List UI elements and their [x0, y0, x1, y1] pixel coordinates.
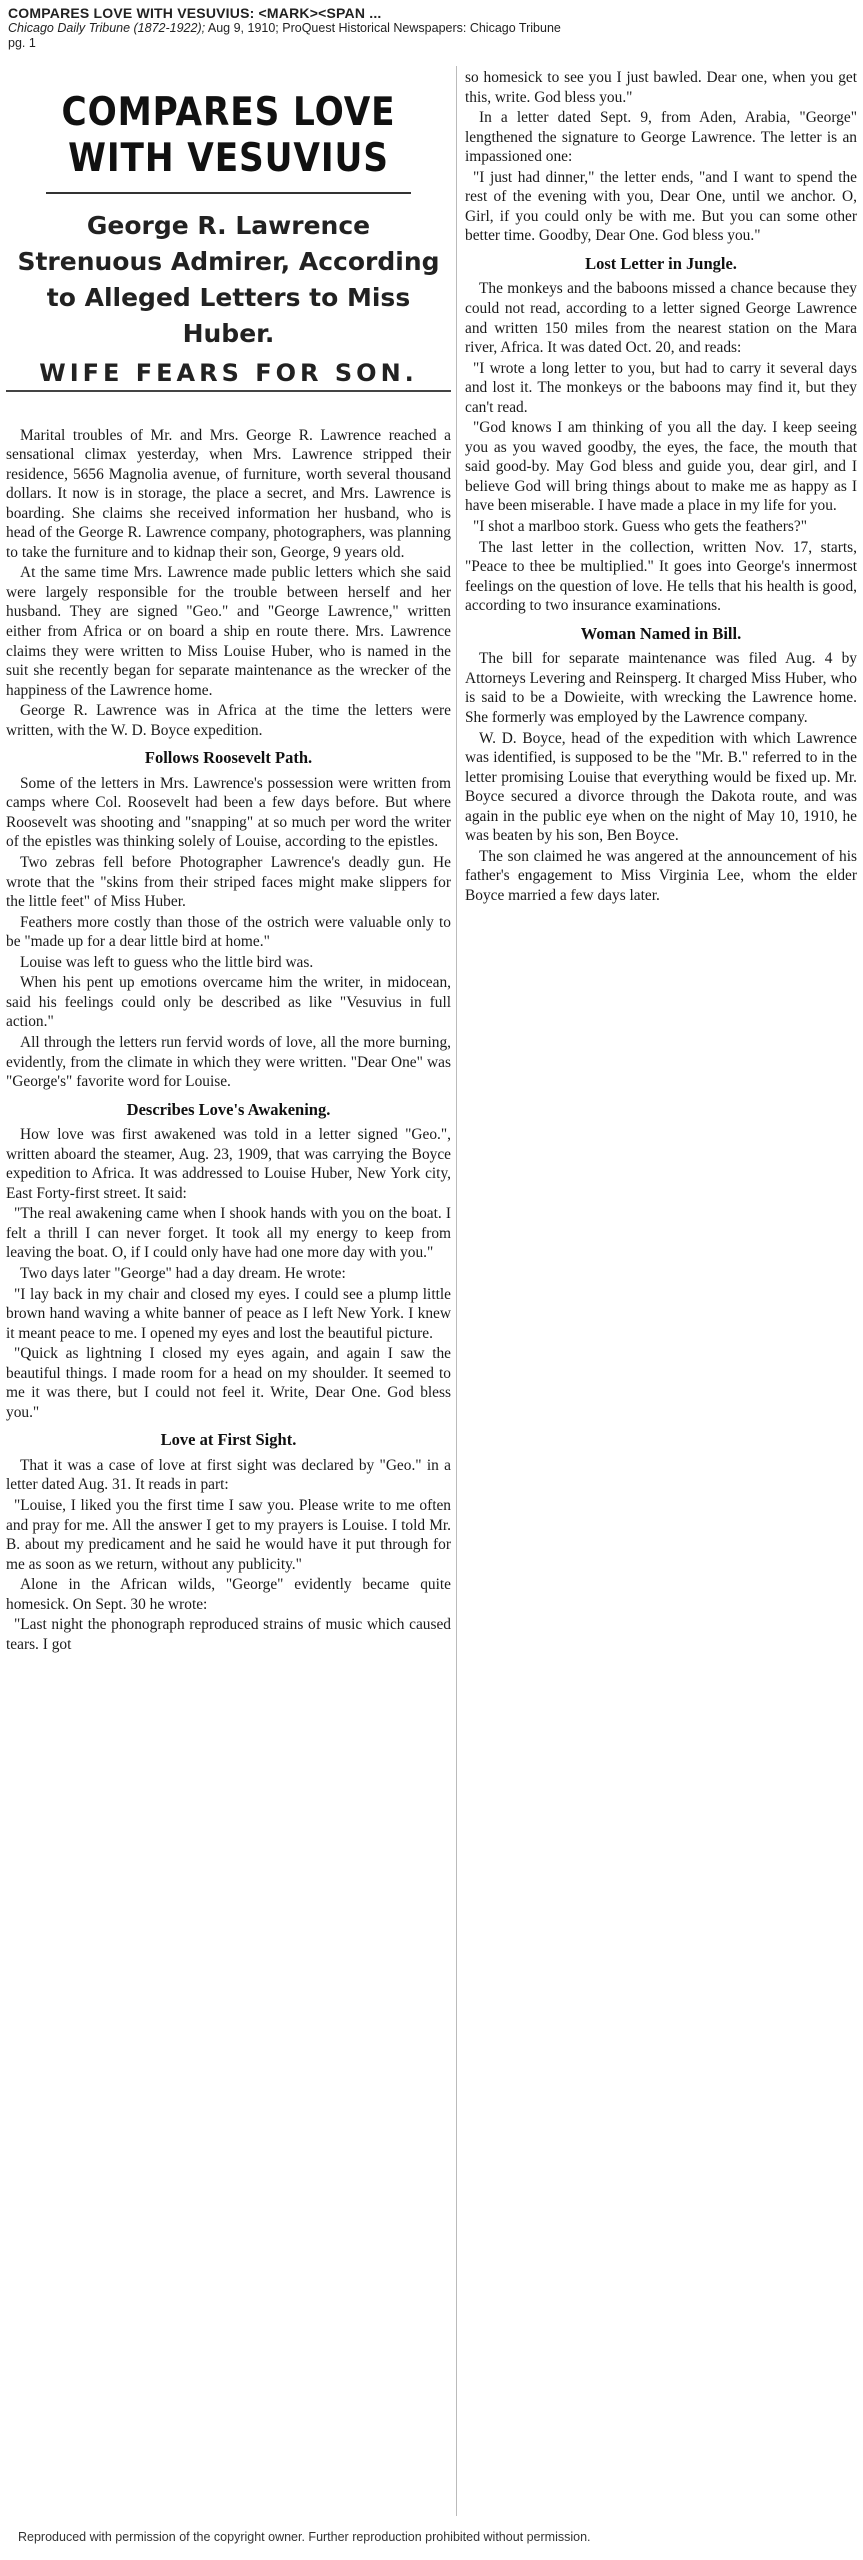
article-paragraph: The last letter in the collection, written Nov. 17, starts, "Peace to thee be multiplied." It goes into George's innermost feelings on the question of love. He tells that his health is good, according to two insurance examinations.: [465, 538, 857, 615]
right-intro: [465, 68, 857, 246]
article-paragraph: "I shot a marlboo stork. Guess who gets the feathers?": [473, 518, 807, 536]
article-paragraph: George R. Lawrence was in Africa at the time the letters were written, with the W. D. Boyce expedition.: [6, 702, 451, 739]
article-paragraph: Two days later "George" had a day dream. He wrote:: [20, 1264, 346, 1282]
article-paragraph: The monkeys and the baboons missed a chance because they could not read, according to a letter signed George Lawrence and written 150 miles from the nearest station on the Mara river, Africa. It was dated Oct. 20, and reads:: [465, 280, 857, 357]
article-paragraph: "I wrote a long letter to you, but had to carry it several days and lost it. The monkeys or the baboons may find it, but they can't read.: [465, 359, 857, 416]
article-paragraph: The son claimed he was angered at the announcement of his father's engagement to Miss Virginia Lee, whom the elder Boyce married a few days later.: [465, 847, 857, 904]
citation-header: [8, 6, 853, 51]
article-left-column: [6, 62, 451, 1655]
article-headline: COMPARES LOVE WITH VESUVIUS: [61, 90, 396, 181]
article-paragraph: All through the letters run fervid words of love, all the more burning, evidently, from the climate in which they were written. "Dear One" was "George's" favorite word for Louise.: [6, 1033, 451, 1091]
article-paragraph: In a letter dated Sept. 9, from Aden, Arabia, "George" lengthened the signature to George Lawrence. The letter is an impassioned one:: [465, 109, 857, 166]
section-lost-letter: [465, 279, 857, 615]
article-paragraph: "I just had dinner," the letter ends, "and I want to spend the rest of the evening with you, Dear One, until we anchor. O, Girl, if you could only be with me. But you can some other better time. Goodby, Dear One. God bless you.": [465, 168, 857, 245]
section-love-first-sight: [6, 1456, 451, 1654]
article-paragraph: "The real awakening came when I shook hands with you on the boat. I felt a thrill I can never forget. It took all my energy to keep from leaving the boat. O, if I could only have had one more day with you.": [6, 1205, 451, 1262]
citation-page: pg. 1: [8, 36, 36, 50]
section-follows-roosevelt: [6, 774, 451, 1092]
subhead-follows-roosevelt: Follows Roosevelt Path.: [144, 748, 313, 768]
citation-source: Chicago Daily Tribune (1872-1922);: [8, 21, 206, 35]
article-paragraph: The bill for separate maintenance was filed Aug. 4 by Attorneys Levering and Reinsperg. It charged Miss Huber, who is said to be a Dowieite, with wrecking the Lawrence home. She formerly was employed by the Lawrence company.: [465, 650, 857, 726]
article-paragraph: "God knows I am thinking of you all the day. I keep seeing you as you waved goodby, the eyes, the face, the mouth that said good-by. May God bless and guide you, dear girl, and I believe God will bring things about to make me as happy as I have been miserable. I have made a place in my life for you.: [465, 419, 857, 515]
article-paragraph: How love was first awakened was told in a letter signed "Geo.", written aboard the steamer, Aug. 23, 1909, that was carrying the Boyce expedition to Africa. It was addressed to Louise Huber, New York city, East Forty-first street. It said:: [6, 1126, 451, 1202]
article-paragraph: W. D. Boyce, head of the expedition with which Lawrence was identified, is supposed to be the "Mr. B." referred to in the letter promising Louise that everything would be fixed up. Mr. Boyce secured a divorce through the Dakota route, and was again in the public eye when on the night of May 10, 1910, he was beaten by his son, Ben Boyce.: [465, 729, 857, 845]
article-paragraph: Some of the letters in Mrs. Lawrence's possession were written from camps where Col. Roosevelt had been a few days before. But where Roosevelt was shooting and "snapping" at so much per word the writer of the epistles was thinking solely of Louise, according to the epistles.: [6, 774, 451, 851]
column-divider: [456, 66, 457, 2516]
subhead-love-first-sight: Love at First Sight.: [160, 1430, 297, 1450]
section-woman-named: [465, 649, 857, 905]
article-paragraph: At the same time Mrs. Lawrence made public letters which she said were largely responsible for the trouble between herself and her husband. They are signed "Geo." and "George Lawrence," written either from Africa or on board a ship en route there. Mrs. Lawrence claims they were written to Miss Louise Huber, who is named in the suit she recently began for separate maintenance as the wrecker of the happiness of the Lawrence home.: [6, 564, 451, 699]
article-paragraph: Two zebras fell before Photographer Lawrence's deadly gun. He wrote that the "skins from their striped faces might make slippers for the little feet" of Miss Huber.: [6, 854, 451, 911]
article-paragraph: "Last night the phonograph reproduced strains of music which caused tears. I got: [6, 1616, 451, 1653]
article-paragraph: When his pent up emotions overcame him the writer, in midocean, said his feelings could only be described as like "Vesuvius in full action.": [6, 974, 451, 1031]
copyright-footer: Reproduced with permission of the copyright owner. Further reproduction prohibited without permission.: [18, 2530, 591, 2544]
subhead-loves-awakening: Describes Love's Awakening.: [126, 1099, 331, 1119]
article-paragraph: Alone in the African wilds, "George" evidently became quite homesick. On Sept. 30 he wrote:: [6, 1576, 451, 1613]
article-paragraph: "I lay back in my chair and closed my eyes. I could see a plump little brown hand waving a white banner of peace as I left New York. I knew it meant peace to me. I opened my eyes and lost the beautiful picture.: [6, 1285, 451, 1342]
article-deck: George R. Lawrence Strenuous Admirer, According to Alleged Letters to Miss Huber.: [17, 211, 440, 348]
article-paragraph: Marital troubles of Mr. and Mrs. George R. Lawrence reached a sensational climax yesterday, when Mrs. Lawrence stripped their residence, 5656 Magnolia avenue, of furniture, worth several thousand dollars. It now is in storage, the place a secret, and Mrs. Lawrence is boarding. She claims she received information her husband, who is head of the George R. Lawrence company, photographers, was planning to take the furniture and to kidnap their son, George, 9 years old.: [6, 426, 451, 561]
intro-paragraphs: [6, 426, 451, 741]
citation-source-line: [8, 21, 853, 36]
section-loves-awakening: [6, 1125, 451, 1422]
subhead-lost-letter: Lost Letter in Jungle.: [585, 253, 737, 273]
citation-headline: COMPARES LOVE WITH VESUVIUS: <MARK><SPAN ...: [8, 5, 382, 21]
headline-rule: [46, 192, 411, 194]
article-paragraph: Feathers more costly than those of the ostrich were valuable only to be "made up for a dear little bird at home.": [6, 913, 451, 951]
article-paragraph: That it was a case of love at first sight was declared by "Geo." in a letter dated Aug. 31. It reads in part:: [6, 1456, 451, 1494]
article-paragraph: so homesick to see you I just bawled. Dear one, when you get this, write. God bless you.": [465, 69, 857, 106]
article-paragraph: "Louise, I liked you the first time I saw you. Please write to me often and pray for me. All the answer I get to my prayers is Louise. I told Mr. B. about my predicament and he said he would have it put through for me as soon as we return, without any publicity.": [6, 1496, 451, 1573]
subhead-woman-named: Woman Named in Bill.: [580, 623, 742, 643]
article-right-column: [465, 68, 857, 906]
article-banner: WIFE FEARS FOR SON.: [6, 364, 451, 392]
citation-details: Aug 9, 1910; ProQuest Historical Newspapers: Chicago Tribune: [205, 21, 561, 35]
article-paragraph: Louise was left to guess who the little bird was.: [20, 953, 314, 971]
article-paragraph: "Quick as lightning I closed my eyes again, and again I saw the beautiful things. I made room for a head on my shoulder. It seemed to me it was there, but I could not feel it. Write, Dear One. God bless you.": [6, 1345, 451, 1421]
